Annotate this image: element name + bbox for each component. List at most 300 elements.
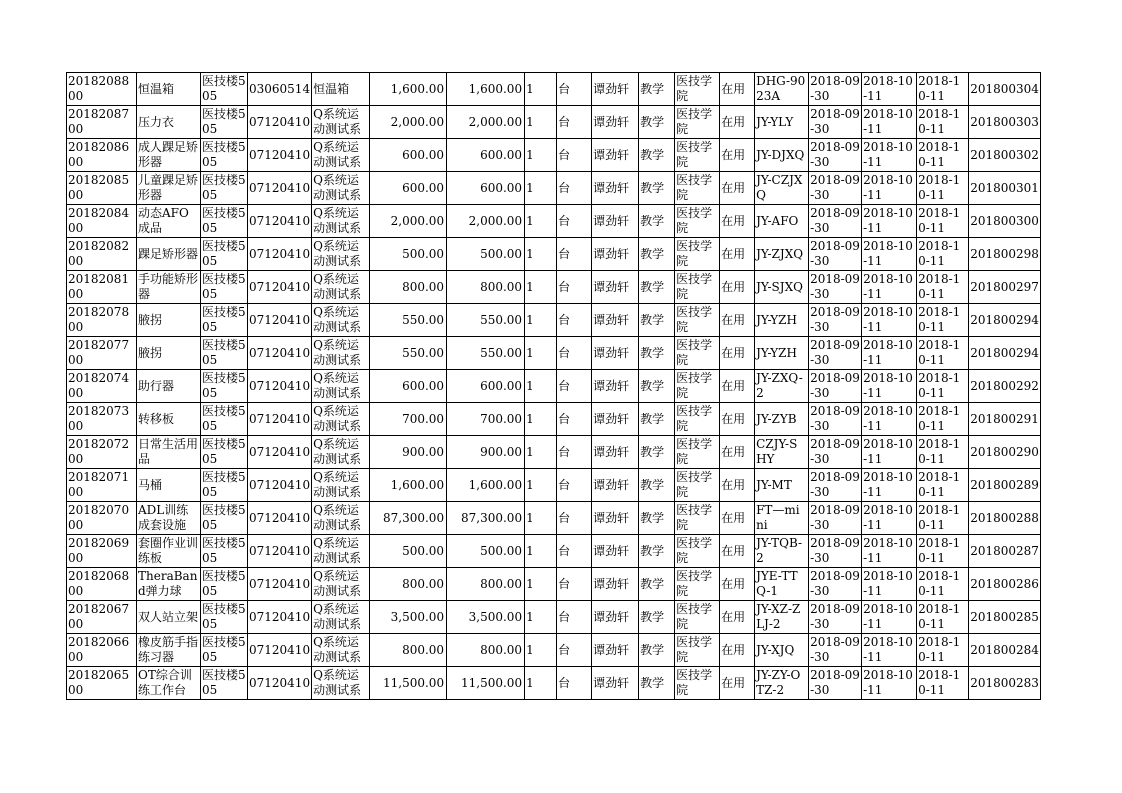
- quantity-cell: 1: [525, 139, 557, 172]
- usage-cell: 教学: [639, 238, 675, 271]
- status-cell: 在用: [720, 205, 755, 238]
- category-code-cell: 07120410: [248, 106, 312, 139]
- purchase-date-cell: 2018-09-30: [809, 436, 862, 469]
- account-date-cell: 2018-10-11: [917, 304, 969, 337]
- department-cell: 医技学院: [675, 337, 720, 370]
- location-cell: 医技楼505: [201, 535, 248, 568]
- account-date-cell: 2018-10-11: [917, 667, 969, 700]
- unit-price-cell: 900.00: [370, 436, 447, 469]
- usage-cell: 教学: [639, 634, 675, 667]
- amount-cell: 800.00: [447, 634, 525, 667]
- usage-cell: 教学: [639, 601, 675, 634]
- location-cell: 医技楼505: [201, 172, 248, 205]
- status-cell: 在用: [720, 568, 755, 601]
- category-name-cell: Q系统运动测试系: [312, 667, 370, 700]
- status-cell: 在用: [720, 667, 755, 700]
- entry-date-cell: 2018-10-11: [862, 436, 917, 469]
- asset-name-cell: 儿童踝足矫形器: [137, 172, 201, 205]
- category-code-cell: 07120410: [248, 601, 312, 634]
- model-cell: JY-TQB-2: [755, 535, 809, 568]
- table-row: [67, 568, 1041, 601]
- asset-name-cell: 恒温箱: [137, 73, 201, 106]
- purchase-date-cell: 2018-09-30: [809, 73, 862, 106]
- entry-date-cell: 2018-10-11: [862, 502, 917, 535]
- usage-cell: 教学: [639, 205, 675, 238]
- unit-cell: 台: [557, 568, 592, 601]
- entry-date-cell: 2018-10-11: [862, 205, 917, 238]
- purchase-date-cell: 2018-09-30: [809, 667, 862, 700]
- asset-id-cell: 2018206800: [67, 568, 137, 601]
- department-cell: 医技学院: [675, 436, 720, 469]
- quantity-cell: 1: [525, 634, 557, 667]
- asset-name-cell: 踝足矫形器: [137, 238, 201, 271]
- location-cell: 医技楼505: [201, 271, 248, 304]
- status-cell: 在用: [720, 634, 755, 667]
- amount-cell: 11,500.00: [447, 667, 525, 700]
- custodian-cell: 谭劲轩: [592, 271, 639, 304]
- location-cell: 医技楼505: [201, 337, 248, 370]
- purchase-date-cell: 2018-09-30: [809, 370, 862, 403]
- amount-cell: 700.00: [447, 403, 525, 436]
- usage-cell: 教学: [639, 139, 675, 172]
- model-cell: JY-ZY-OTZ-2: [755, 667, 809, 700]
- category-name-cell: Q系统运动测试系: [312, 304, 370, 337]
- account-date-cell: 2018-10-11: [917, 403, 969, 436]
- status-cell: 在用: [720, 469, 755, 502]
- model-cell: JY-DJXQ: [755, 139, 809, 172]
- unit-cell: 台: [557, 304, 592, 337]
- asset-id-cell: 2018207200: [67, 436, 137, 469]
- custodian-cell: 谭劲轩: [592, 667, 639, 700]
- table-row: [67, 106, 1041, 139]
- custodian-cell: 谭劲轩: [592, 139, 639, 172]
- amount-cell: 500.00: [447, 238, 525, 271]
- asset-number-cell: 201800303: [969, 106, 1041, 139]
- department-cell: 医技学院: [675, 469, 720, 502]
- account-date-cell: 2018-10-11: [917, 106, 969, 139]
- table-row: [67, 238, 1041, 271]
- table-row: [67, 535, 1041, 568]
- unit-price-cell: 2,000.00: [370, 106, 447, 139]
- unit-cell: 台: [557, 238, 592, 271]
- category-code-cell: 07120410: [248, 469, 312, 502]
- custodian-cell: 谭劲轩: [592, 436, 639, 469]
- unit-price-cell: 1,600.00: [370, 469, 447, 502]
- category-code-cell: 07120410: [248, 370, 312, 403]
- asset-number-cell: 201800285: [969, 601, 1041, 634]
- department-cell: 医技学院: [675, 139, 720, 172]
- table-row: [67, 271, 1041, 304]
- purchase-date-cell: 2018-09-30: [809, 535, 862, 568]
- custodian-cell: 谭劲轩: [592, 304, 639, 337]
- department-cell: 医技学院: [675, 205, 720, 238]
- unit-price-cell: 700.00: [370, 403, 447, 436]
- model-cell: FT—mini: [755, 502, 809, 535]
- unit-cell: 台: [557, 601, 592, 634]
- amount-cell: 500.00: [447, 535, 525, 568]
- usage-cell: 教学: [639, 403, 675, 436]
- table-row: [67, 172, 1041, 205]
- table-row: [67, 403, 1041, 436]
- asset-number-cell: 201800302: [969, 139, 1041, 172]
- entry-date-cell: 2018-10-11: [862, 370, 917, 403]
- quantity-cell: 1: [525, 403, 557, 436]
- purchase-date-cell: 2018-09-30: [809, 205, 862, 238]
- unit-cell: 台: [557, 139, 592, 172]
- unit-cell: 台: [557, 436, 592, 469]
- location-cell: 医技楼505: [201, 469, 248, 502]
- usage-cell: 教学: [639, 370, 675, 403]
- table-row: [67, 601, 1041, 634]
- asset-table: [66, 72, 1041, 700]
- unit-cell: 台: [557, 172, 592, 205]
- asset-name-cell: 腋拐: [137, 304, 201, 337]
- location-cell: 医技楼505: [201, 304, 248, 337]
- entry-date-cell: 2018-10-11: [862, 106, 917, 139]
- category-name-cell: Q系统运动测试系: [312, 403, 370, 436]
- asset-id-cell: 2018207300: [67, 403, 137, 436]
- asset-name-cell: ADL训练成套设施: [137, 502, 201, 535]
- asset-number-cell: 201800297: [969, 271, 1041, 304]
- location-cell: 医技楼505: [201, 667, 248, 700]
- usage-cell: 教学: [639, 304, 675, 337]
- model-cell: JY-ZXQ-2: [755, 370, 809, 403]
- status-cell: 在用: [720, 172, 755, 205]
- usage-cell: 教学: [639, 535, 675, 568]
- category-code-cell: 07120410: [248, 271, 312, 304]
- model-cell: JY-AFO: [755, 205, 809, 238]
- asset-number-cell: 201800284: [969, 634, 1041, 667]
- asset-number-cell: 201800301: [969, 172, 1041, 205]
- asset-number-cell: 201800292: [969, 370, 1041, 403]
- entry-date-cell: 2018-10-11: [862, 337, 917, 370]
- category-code-cell: 07120410: [248, 502, 312, 535]
- department-cell: 医技学院: [675, 667, 720, 700]
- quantity-cell: 1: [525, 238, 557, 271]
- purchase-date-cell: 2018-09-30: [809, 469, 862, 502]
- table-row: [67, 73, 1041, 106]
- amount-cell: 600.00: [447, 172, 525, 205]
- usage-cell: 教学: [639, 436, 675, 469]
- location-cell: 医技楼505: [201, 502, 248, 535]
- account-date-cell: 2018-10-11: [917, 271, 969, 304]
- asset-name-cell: 日常生活用品: [137, 436, 201, 469]
- asset-name-cell: 马桶: [137, 469, 201, 502]
- amount-cell: 550.00: [447, 304, 525, 337]
- asset-name-cell: 转移板: [137, 403, 201, 436]
- account-date-cell: 2018-10-11: [917, 601, 969, 634]
- usage-cell: 教学: [639, 568, 675, 601]
- custodian-cell: 谭劲轩: [592, 403, 639, 436]
- asset-id-cell: 2018208200: [67, 238, 137, 271]
- custodian-cell: 谭劲轩: [592, 370, 639, 403]
- asset-id-cell: 2018208100: [67, 271, 137, 304]
- category-name-cell: Q系统运动测试系: [312, 436, 370, 469]
- amount-cell: 800.00: [447, 271, 525, 304]
- quantity-cell: 1: [525, 568, 557, 601]
- location-cell: 医技楼505: [201, 139, 248, 172]
- category-code-cell: 07120410: [248, 634, 312, 667]
- purchase-date-cell: 2018-09-30: [809, 601, 862, 634]
- account-date-cell: 2018-10-11: [917, 634, 969, 667]
- purchase-date-cell: 2018-09-30: [809, 172, 862, 205]
- unit-cell: 台: [557, 667, 592, 700]
- quantity-cell: 1: [525, 106, 557, 139]
- quantity-cell: 1: [525, 469, 557, 502]
- quantity-cell: 1: [525, 304, 557, 337]
- category-code-cell: 07120410: [248, 667, 312, 700]
- status-cell: 在用: [720, 73, 755, 106]
- location-cell: 医技楼505: [201, 601, 248, 634]
- custodian-cell: 谭劲轩: [592, 502, 639, 535]
- custodian-cell: 谭劲轩: [592, 601, 639, 634]
- unit-price-cell: 500.00: [370, 535, 447, 568]
- asset-number-cell: 201800304: [969, 73, 1041, 106]
- amount-cell: 900.00: [447, 436, 525, 469]
- custodian-cell: 谭劲轩: [592, 73, 639, 106]
- purchase-date-cell: 2018-09-30: [809, 634, 862, 667]
- category-name-cell: Q系统运动测试系: [312, 568, 370, 601]
- status-cell: 在用: [720, 337, 755, 370]
- category-code-cell: 07120410: [248, 337, 312, 370]
- entry-date-cell: 2018-10-11: [862, 568, 917, 601]
- amount-cell: 87,300.00: [447, 502, 525, 535]
- purchase-date-cell: 2018-09-30: [809, 304, 862, 337]
- table-row: [67, 304, 1041, 337]
- category-code-cell: 07120410: [248, 205, 312, 238]
- asset-id-cell: 2018206600: [67, 634, 137, 667]
- category-code-cell: 07120410: [248, 139, 312, 172]
- account-date-cell: 2018-10-11: [917, 139, 969, 172]
- unit-price-cell: 550.00: [370, 304, 447, 337]
- category-name-cell: Q系统运动测试系: [312, 271, 370, 304]
- unit-price-cell: 550.00: [370, 337, 447, 370]
- table-row: [67, 139, 1041, 172]
- asset-id-cell: 2018208700: [67, 106, 137, 139]
- category-name-cell: Q系统运动测试系: [312, 205, 370, 238]
- department-cell: 医技学院: [675, 172, 720, 205]
- quantity-cell: 1: [525, 601, 557, 634]
- status-cell: 在用: [720, 436, 755, 469]
- category-code-cell: 07120410: [248, 403, 312, 436]
- table-row: [67, 634, 1041, 667]
- amount-cell: 1,600.00: [447, 469, 525, 502]
- asset-number-cell: 201800298: [969, 238, 1041, 271]
- unit-cell: 台: [557, 106, 592, 139]
- location-cell: 医技楼505: [201, 436, 248, 469]
- quantity-cell: 1: [525, 502, 557, 535]
- usage-cell: 教学: [639, 106, 675, 139]
- unit-price-cell: 600.00: [370, 172, 447, 205]
- category-name-cell: 恒温箱: [312, 73, 370, 106]
- usage-cell: 教学: [639, 337, 675, 370]
- amount-cell: 800.00: [447, 568, 525, 601]
- unit-price-cell: 600.00: [370, 370, 447, 403]
- status-cell: 在用: [720, 370, 755, 403]
- custodian-cell: 谭劲轩: [592, 535, 639, 568]
- asset-name-cell: 手功能矫形器: [137, 271, 201, 304]
- model-cell: JY-ZYB: [755, 403, 809, 436]
- entry-date-cell: 2018-10-11: [862, 271, 917, 304]
- asset-number-cell: 201800283: [969, 667, 1041, 700]
- table-row: [67, 205, 1041, 238]
- status-cell: 在用: [720, 304, 755, 337]
- category-code-cell: 07120410: [248, 535, 312, 568]
- model-cell: JY-ZJXQ: [755, 238, 809, 271]
- unit-price-cell: 2,000.00: [370, 205, 447, 238]
- asset-name-cell: 橡皮筋手指练习器: [137, 634, 201, 667]
- usage-cell: 教学: [639, 172, 675, 205]
- department-cell: 医技学院: [675, 535, 720, 568]
- entry-date-cell: 2018-10-11: [862, 73, 917, 106]
- location-cell: 医技楼505: [201, 403, 248, 436]
- asset-id-cell: 2018208400: [67, 205, 137, 238]
- location-cell: 医技楼505: [201, 568, 248, 601]
- location-cell: 医技楼505: [201, 205, 248, 238]
- usage-cell: 教学: [639, 73, 675, 106]
- purchase-date-cell: 2018-09-30: [809, 403, 862, 436]
- unit-price-cell: 600.00: [370, 139, 447, 172]
- unit-price-cell: 800.00: [370, 634, 447, 667]
- category-code-cell: 07120410: [248, 568, 312, 601]
- account-date-cell: 2018-10-11: [917, 469, 969, 502]
- unit-price-cell: 1,600.00: [370, 73, 447, 106]
- department-cell: 医技学院: [675, 370, 720, 403]
- asset-name-cell: 压力衣: [137, 106, 201, 139]
- asset-id-cell: 2018207400: [67, 370, 137, 403]
- status-cell: 在用: [720, 139, 755, 172]
- category-name-cell: Q系统运动测试系: [312, 634, 370, 667]
- usage-cell: 教学: [639, 469, 675, 502]
- status-cell: 在用: [720, 106, 755, 139]
- category-code-cell: 03060514: [248, 73, 312, 106]
- location-cell: 医技楼505: [201, 106, 248, 139]
- status-cell: 在用: [720, 238, 755, 271]
- amount-cell: 1,600.00: [447, 73, 525, 106]
- unit-cell: 台: [557, 403, 592, 436]
- table-row: [67, 436, 1041, 469]
- custodian-cell: 谭劲轩: [592, 106, 639, 139]
- asset-number-cell: 201800289: [969, 469, 1041, 502]
- category-name-cell: Q系统运动测试系: [312, 469, 370, 502]
- entry-date-cell: 2018-10-11: [862, 304, 917, 337]
- model-cell: JY-XJQ: [755, 634, 809, 667]
- asset-number-cell: 201800291: [969, 403, 1041, 436]
- department-cell: 医技学院: [675, 634, 720, 667]
- asset-id-cell: 2018207800: [67, 304, 137, 337]
- asset-name-cell: OT综合训练工作台: [137, 667, 201, 700]
- model-cell: JY-CZJXQ: [755, 172, 809, 205]
- table-row: [67, 469, 1041, 502]
- quantity-cell: 1: [525, 535, 557, 568]
- account-date-cell: 2018-10-11: [917, 502, 969, 535]
- department-cell: 医技学院: [675, 568, 720, 601]
- unit-cell: 台: [557, 271, 592, 304]
- asset-number-cell: 201800288: [969, 502, 1041, 535]
- department-cell: 医技学院: [675, 106, 720, 139]
- quantity-cell: 1: [525, 667, 557, 700]
- model-cell: JY-YZH: [755, 304, 809, 337]
- asset-number-cell: 201800287: [969, 535, 1041, 568]
- asset-number-cell: 201800294: [969, 304, 1041, 337]
- entry-date-cell: 2018-10-11: [862, 403, 917, 436]
- asset-id-cell: 2018208500: [67, 172, 137, 205]
- asset-id-cell: 2018208800: [67, 73, 137, 106]
- amount-cell: 2,000.00: [447, 205, 525, 238]
- account-date-cell: 2018-10-11: [917, 535, 969, 568]
- quantity-cell: 1: [525, 205, 557, 238]
- custodian-cell: 谭劲轩: [592, 172, 639, 205]
- asset-id-cell: 2018206900: [67, 535, 137, 568]
- category-name-cell: Q系统运动测试系: [312, 139, 370, 172]
- location-cell: 医技楼505: [201, 238, 248, 271]
- entry-date-cell: 2018-10-11: [862, 601, 917, 634]
- unit-cell: 台: [557, 634, 592, 667]
- asset-number-cell: 201800286: [969, 568, 1041, 601]
- asset-number-cell: 201800294: [969, 337, 1041, 370]
- table-row: [67, 502, 1041, 535]
- asset-table-body: [67, 73, 1041, 700]
- unit-cell: 台: [557, 370, 592, 403]
- asset-id-cell: 2018206500: [67, 667, 137, 700]
- table-row: [67, 667, 1041, 700]
- asset-id-cell: 2018206700: [67, 601, 137, 634]
- purchase-date-cell: 2018-09-30: [809, 106, 862, 139]
- entry-date-cell: 2018-10-11: [862, 634, 917, 667]
- department-cell: 医技学院: [675, 73, 720, 106]
- account-date-cell: 2018-10-11: [917, 370, 969, 403]
- unit-cell: 台: [557, 337, 592, 370]
- quantity-cell: 1: [525, 271, 557, 304]
- category-name-cell: Q系统运动测试系: [312, 535, 370, 568]
- asset-name-cell: TheraBand弹力球: [137, 568, 201, 601]
- category-name-cell: Q系统运动测试系: [312, 106, 370, 139]
- purchase-date-cell: 2018-09-30: [809, 238, 862, 271]
- unit-price-cell: 87,300.00: [370, 502, 447, 535]
- asset-id-cell: 2018208600: [67, 139, 137, 172]
- unit-price-cell: 800.00: [370, 568, 447, 601]
- purchase-date-cell: 2018-09-30: [809, 337, 862, 370]
- asset-name-cell: 动态AFO成品: [137, 205, 201, 238]
- category-name-cell: Q系统运动测试系: [312, 370, 370, 403]
- unit-cell: 台: [557, 502, 592, 535]
- category-code-cell: 07120410: [248, 436, 312, 469]
- custodian-cell: 谭劲轩: [592, 469, 639, 502]
- model-cell: JYE-TTQ-1: [755, 568, 809, 601]
- model-cell: DHG-9023A: [755, 73, 809, 106]
- quantity-cell: 1: [525, 436, 557, 469]
- category-name-cell: Q系统运动测试系: [312, 172, 370, 205]
- unit-cell: 台: [557, 73, 592, 106]
- usage-cell: 教学: [639, 502, 675, 535]
- account-date-cell: 2018-10-11: [917, 436, 969, 469]
- unit-price-cell: 500.00: [370, 238, 447, 271]
- asset-id-cell: 2018207100: [67, 469, 137, 502]
- category-name-cell: Q系统运动测试系: [312, 337, 370, 370]
- amount-cell: 3,500.00: [447, 601, 525, 634]
- unit-price-cell: 11,500.00: [370, 667, 447, 700]
- entry-date-cell: 2018-10-11: [862, 667, 917, 700]
- purchase-date-cell: 2018-09-30: [809, 139, 862, 172]
- quantity-cell: 1: [525, 337, 557, 370]
- account-date-cell: 2018-10-11: [917, 238, 969, 271]
- model-cell: JY-SJXQ: [755, 271, 809, 304]
- amount-cell: 2,000.00: [447, 106, 525, 139]
- account-date-cell: 2018-10-11: [917, 568, 969, 601]
- category-code-cell: 07120410: [248, 238, 312, 271]
- asset-name-cell: 套圈作业训练板: [137, 535, 201, 568]
- model-cell: CZJY-SHY: [755, 436, 809, 469]
